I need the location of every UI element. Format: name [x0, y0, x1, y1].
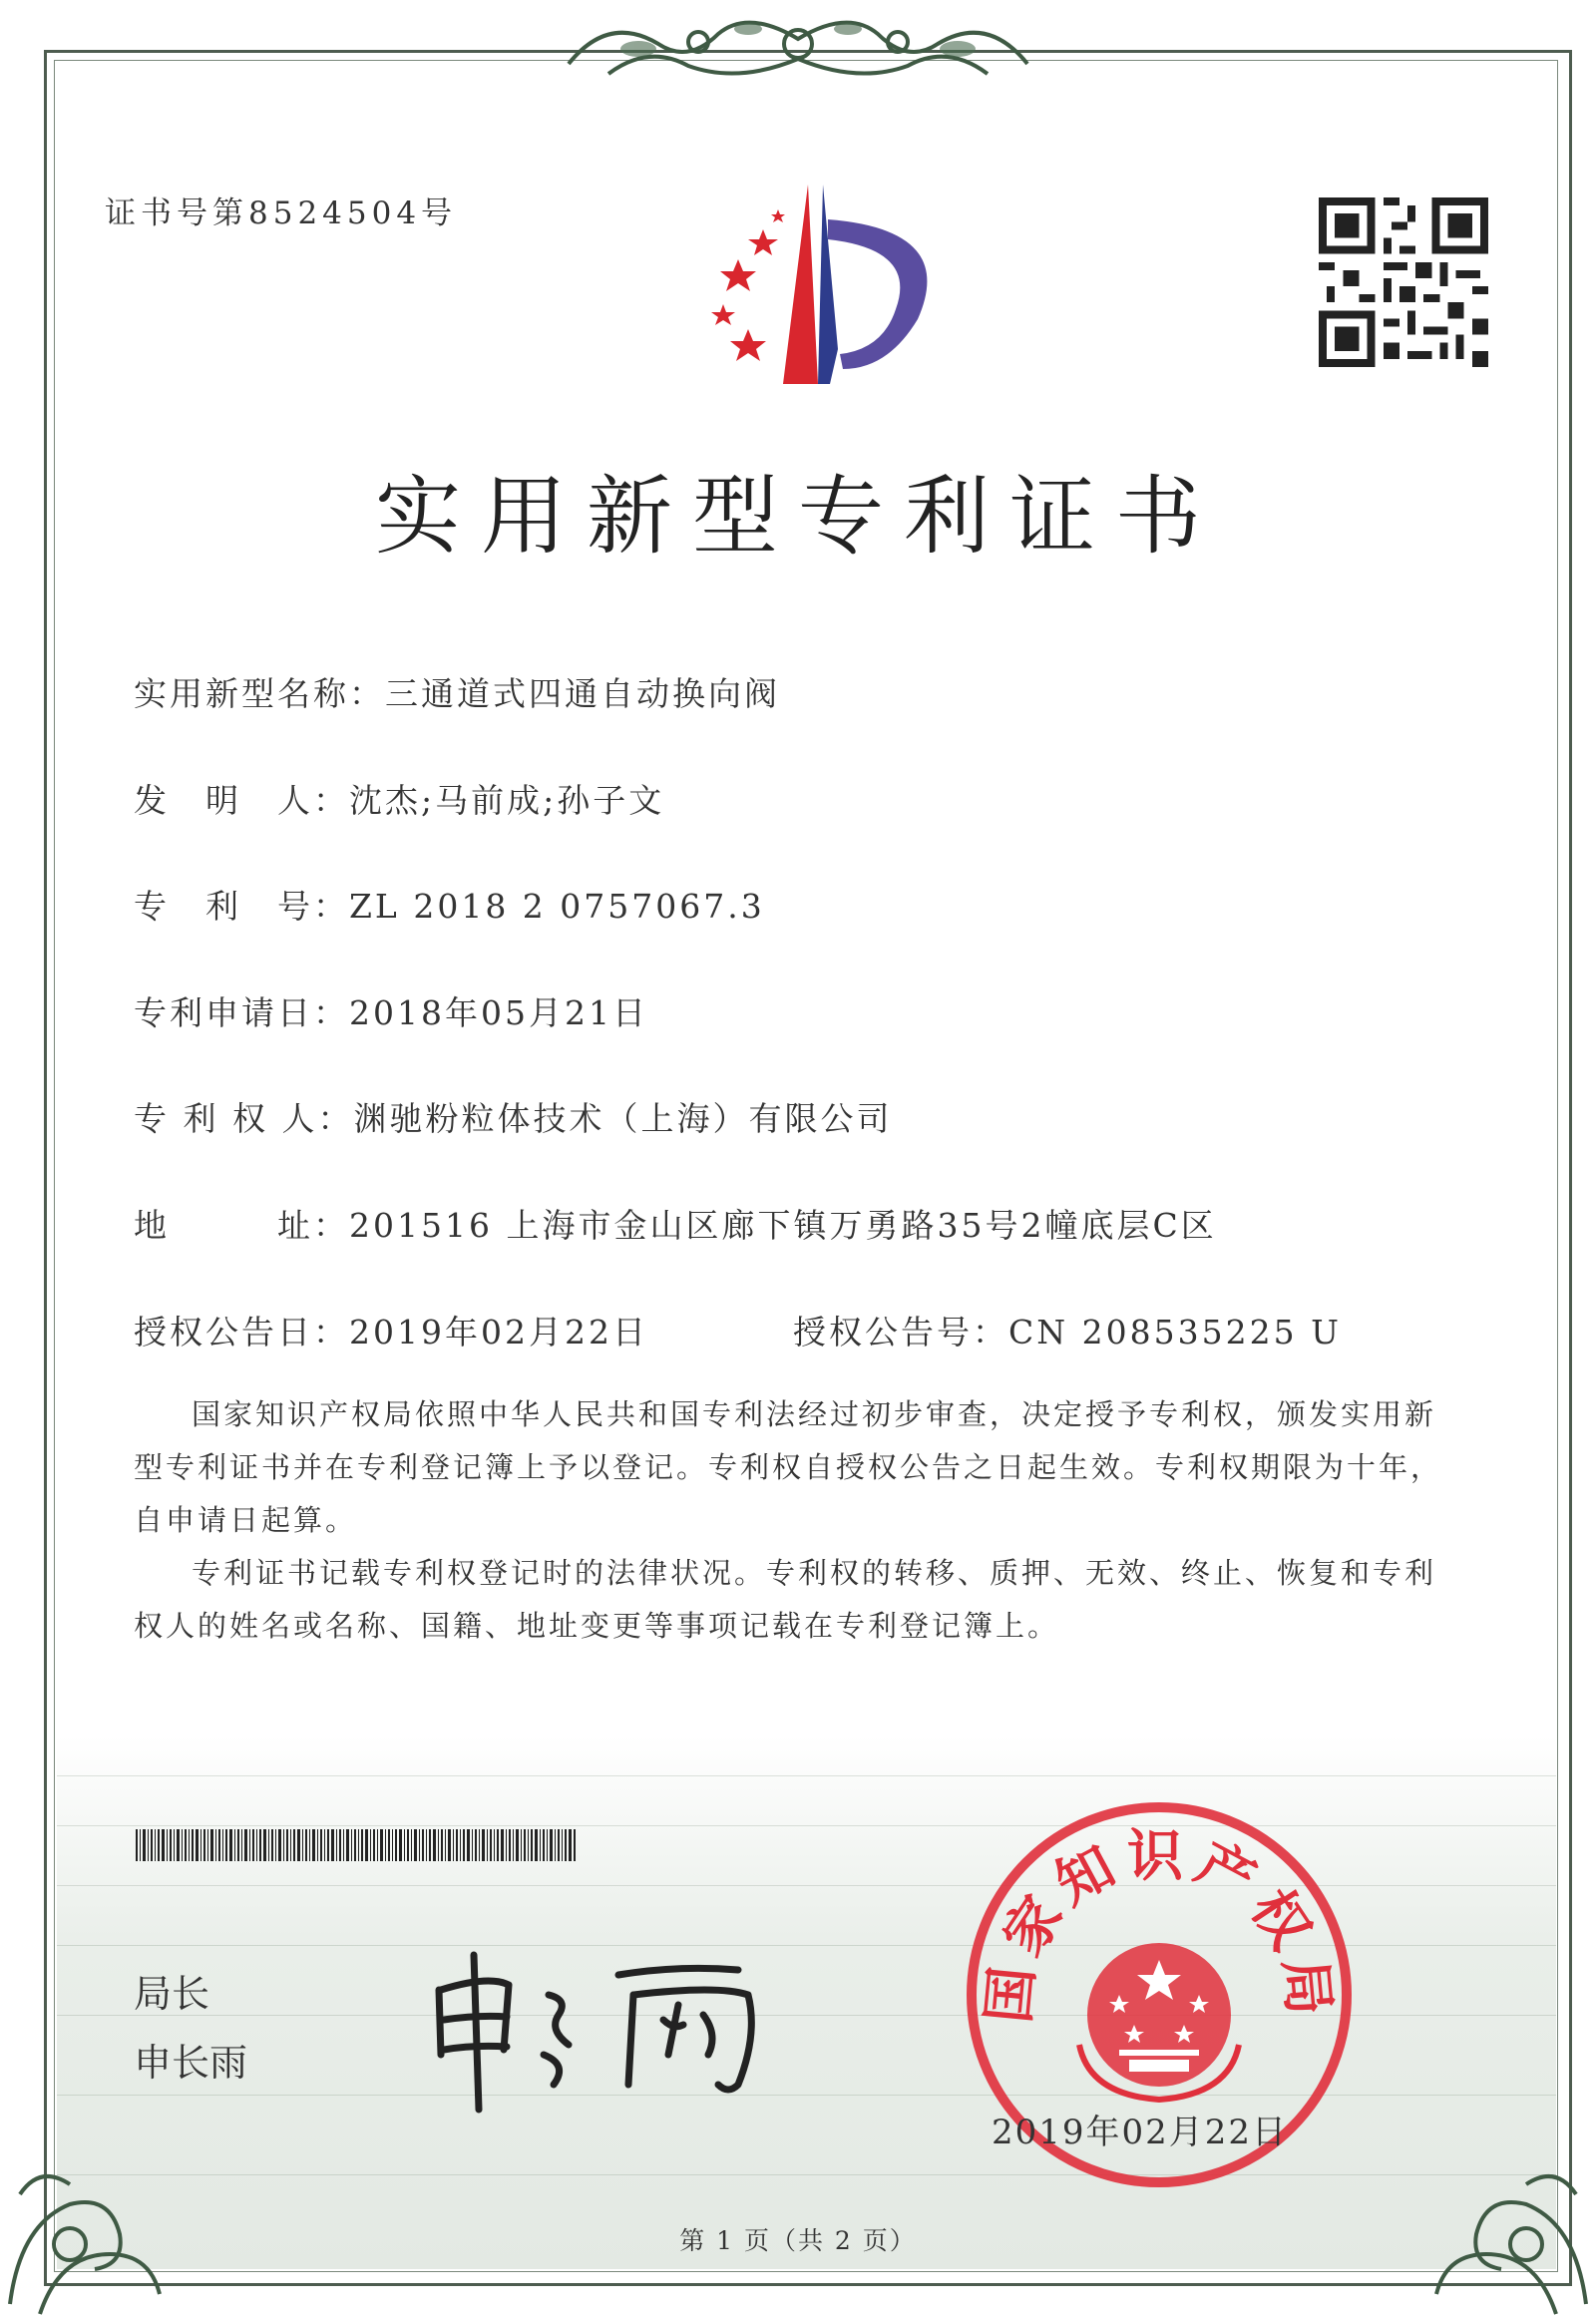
field-label: 地 址：	[134, 1206, 349, 1245]
field-value: ZL 2018 2 0757067.3	[349, 887, 765, 926]
field-patentee	[134, 1093, 892, 1140]
barcode	[136, 1829, 577, 1861]
field-grant-announcement-number	[793, 1307, 1342, 1353]
field-value: 三通道式四通自动换向阀	[385, 674, 780, 713]
bottom-right-ornament	[1416, 2105, 1596, 2317]
field-label: 专 利 权 人：	[134, 1099, 354, 1138]
field-label: 专 利 号：	[134, 887, 349, 926]
field-utility-model-name	[134, 668, 780, 715]
field-inventors	[134, 775, 664, 822]
legal-paragraph-2: 专利证书记载专利权登记时的法律状况。专利权的转移、质押、无效、终止、恢复和专利权人的姓名或名称、国籍、地址变更等事项记载在专利登记簿上。	[134, 1556, 1437, 1643]
legal-paragraph-1: 国家知识产权局依照中华人民共和国专利法经过初步审查，决定授予专利权，颁发实用新型专利证书并在专利登记簿上予以登记。专利权自授权公告之日起生效。专利权期限为十年，自申请日起算。	[134, 1397, 1443, 1537]
certificate-title: 实用新型专利证书	[375, 467, 1221, 567]
page-number: 第 1 页（共 2 页）	[679, 2226, 917, 2255]
field-application-date	[134, 987, 648, 1034]
field-label: 发 明 人：	[134, 781, 349, 820]
field-value: 渊驰粉粒体技术（上海）有限公司	[353, 1099, 893, 1138]
field-grant-date	[134, 1307, 648, 1353]
qr-code	[1319, 197, 1488, 367]
bottom-left-ornament	[0, 2105, 180, 2317]
field-value: CN 208535225 U	[1008, 1313, 1342, 1352]
legal-statement	[134, 1388, 1450, 1653]
seal-date: 2019年02月22日	[992, 2113, 1289, 2152]
field-label: 专利申请日：	[134, 993, 349, 1032]
cnipa-logo	[668, 170, 958, 399]
field-address	[134, 1200, 1217, 1247]
field-value: 2018年05月21日	[349, 993, 648, 1032]
guilloche-line	[57, 1775, 1556, 1778]
director-name: 申长雨	[134, 2041, 248, 2085]
field-label: 授权公告号：	[793, 1313, 1008, 1352]
field-value: 2019年02月22日	[349, 1313, 648, 1352]
director-title: 局长	[134, 1972, 210, 2016]
field-patent-number	[134, 881, 765, 928]
director-signature	[419, 1935, 818, 2115]
certificate-number: 证书号第8524504号	[105, 195, 458, 231]
field-value: 201516 上海市金山区廊下镇万勇路35号2幢底层C区	[349, 1206, 1217, 1245]
field-label: 授权公告日：	[134, 1313, 349, 1352]
field-value: 沈杰;马前成;孙子文	[349, 781, 665, 820]
top-ornament	[549, 4, 1047, 94]
seal-text: 国家知识产权局	[976, 1823, 1343, 2027]
field-label: 实用新型名称：	[134, 674, 385, 713]
